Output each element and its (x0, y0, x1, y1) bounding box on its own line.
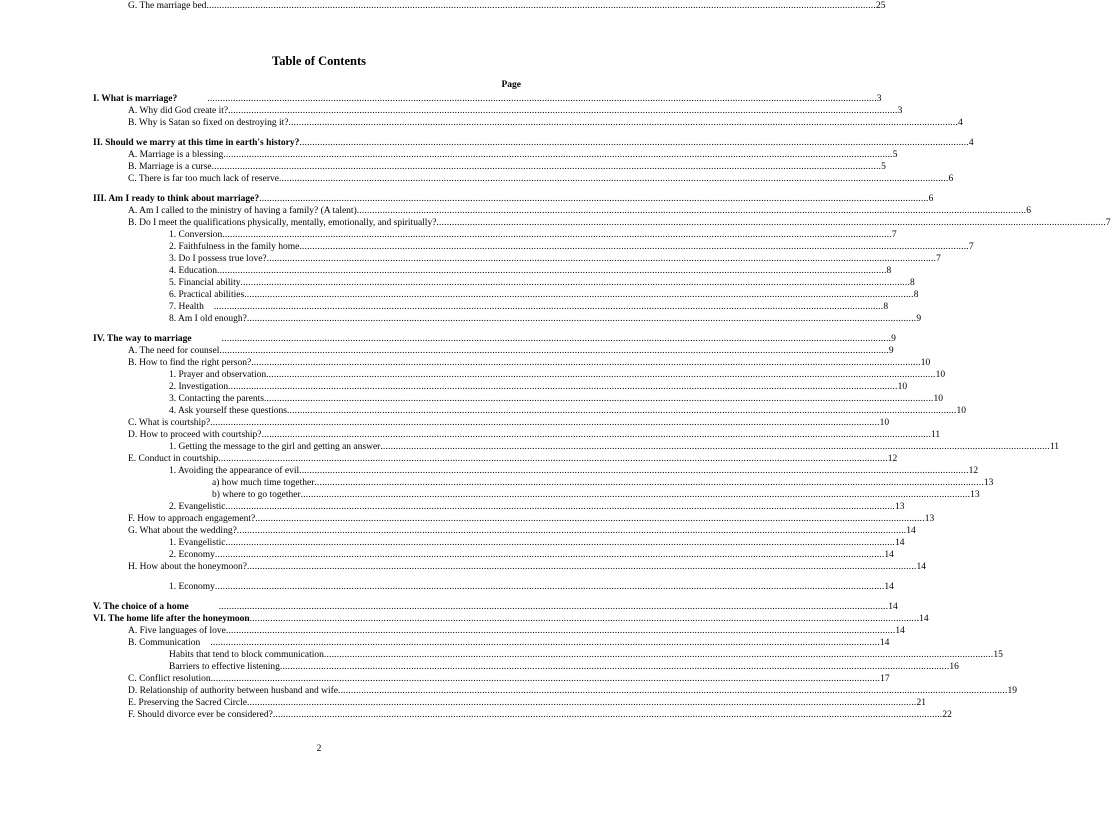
toc-entry (169, 253, 941, 265)
toc-section-entry (93, 93, 882, 105)
dot-leader: .................................................................................................................................................................................................................................................................... (225, 538, 895, 548)
dot-leader: .................................................................................................................................................................................................................................................................... (436, 218, 1106, 228)
toc-entry-page: 14 (888, 602, 898, 612)
toc-entry (128, 685, 1018, 697)
toc-entry-page: 11 (931, 430, 941, 440)
dot-leader: .................................................................................................................................................................................................................................................................... (236, 526, 907, 536)
dot-leader: .................................................................................................................................................................................................................................................................... (279, 662, 950, 672)
toc-entry-label: I. What is marriage? (93, 94, 178, 104)
toc-entry-label: A. Five languages of love (128, 626, 226, 636)
toc-entry-label: C. Conflict resolution (128, 674, 211, 684)
toc-entry-label: F. How to approach engagement? (128, 514, 256, 524)
toc-entry (169, 241, 974, 253)
toc-entry (169, 581, 894, 593)
toc-entry (169, 405, 966, 417)
toc-entry (128, 217, 1111, 229)
toc-entry-page: 11 (1049, 442, 1059, 452)
toc-entry-label: G. What about the wedding? (128, 526, 237, 536)
toc-entry-label: Barriers to effective listening (169, 662, 280, 672)
toc-entry (128, 453, 898, 465)
toc-entry (128, 0, 886, 12)
toc-entry-page: 14 (884, 582, 894, 592)
dot-leader: .................................................................................................................................................................................................................................................................... (247, 562, 917, 572)
toc-entry-page: 25 (875, 1, 886, 11)
dot-leader: .................................................................................................................................................................................................................................................................... (288, 118, 959, 128)
toc-entry (169, 393, 943, 405)
toc-entry-page: 3 (897, 106, 903, 116)
dot-leader: .................................................................................................................................................................................................................................................................... (272, 710, 943, 720)
toc-entry-page: 4 (968, 138, 974, 148)
dot-leader: .................................................................................................................................................................................................................................................................... (213, 302, 884, 312)
toc-entry-page: 8 (910, 278, 915, 288)
dot-leader: .................................................................................................................................................................................................................................................................... (356, 206, 1027, 216)
dot-leader: .................................................................................................................................................................................................................................................................... (244, 290, 914, 300)
toc-entry-label: 1. Economy (169, 582, 215, 592)
toc-entry-label: b) where to go together (212, 490, 301, 500)
toc-entry (128, 429, 941, 441)
toc-entry (169, 537, 905, 549)
toc-entry (128, 205, 1031, 217)
toc-entry (169, 465, 979, 477)
toc-entry-page: 6 (948, 174, 954, 184)
toc-entry-page: 5 (881, 162, 886, 172)
toc-section-entry (93, 333, 896, 345)
dot-leader: .................................................................................................................................................................................................................................................................... (207, 94, 877, 104)
toc-entry-label: 6. Practical abilities (169, 290, 245, 300)
toc-entry-page: 9 (888, 346, 894, 356)
toc-entry (128, 673, 890, 685)
toc-entry (169, 501, 905, 513)
toc-entry-page: 6 (928, 194, 934, 204)
toc-entry-label: E. Conduct in courtship (128, 454, 219, 464)
dot-leader: .................................................................................................................................................................................................................................................................... (314, 478, 984, 488)
toc-entry-page: 9 (916, 314, 922, 324)
toc-entry-page: 5 (892, 150, 898, 160)
toc-entry-page: 14 (884, 550, 894, 560)
toc-entry-page: 10 (956, 406, 966, 416)
toc-entry (128, 117, 963, 129)
dot-leader: .................................................................................................................................................................................................................................................................... (246, 314, 917, 324)
toc-entry-page: 14 (894, 538, 905, 548)
toc-entry-label: C. What is courtship? (128, 418, 211, 428)
toc-entry-label: D. Relationship of authority between husband and wife (128, 686, 339, 696)
dot-leader: .................................................................................................................................................................................................................................................................... (219, 346, 889, 356)
toc-entry-label: 7. Health (169, 302, 204, 312)
dot-leader: .................................................................................................................................................................................................................................................................... (266, 254, 937, 264)
toc-entry (169, 381, 908, 393)
toc-entry-label: 1. Evangelistic (169, 538, 226, 548)
dot-leader: .................................................................................................................................................................................................................................................................... (286, 406, 957, 416)
dot-leader: .................................................................................................................................................................................................................................................................... (214, 582, 885, 592)
toc-entry (128, 417, 890, 429)
toc-entry-label: 1. Getting the message to the girl and getting an answer (169, 442, 381, 452)
toc-entry (128, 345, 894, 357)
toc-entry-page: 10 (933, 394, 943, 404)
toc-entry-label: 3. Contacting the parents (169, 394, 264, 404)
toc-entry-page: 15 (993, 650, 1003, 660)
toc-entry-label: 1. Avoiding the appearance of evil (169, 466, 300, 476)
dot-leader: .................................................................................................................................................................................................................................................................... (214, 550, 885, 560)
toc-entry-page: 19 (1007, 686, 1018, 696)
dot-leader: .................................................................................................................................................................................................................................................................... (222, 230, 892, 240)
toc-entry-label: 5. Financial ability (169, 278, 241, 288)
toc-entry-label: A. Am I called to the ministry of having a family? (A talent) (128, 206, 357, 216)
footer-page-number: 2 (316, 744, 322, 754)
toc-entry (128, 161, 886, 173)
toc-section-entry (93, 137, 974, 149)
toc-entry-page: 13 (894, 502, 905, 512)
toc-entry (128, 173, 954, 185)
toc-entry (169, 661, 959, 673)
toc-entry-page: 10 (935, 370, 946, 380)
dot-leader: .................................................................................................................................................................................................................................................................... (218, 602, 889, 612)
toc-entry (169, 649, 1003, 661)
toc-entry (169, 549, 894, 561)
dot-leader: .................................................................................................................................................................................................................................................................... (223, 150, 893, 160)
toc-entry (169, 277, 915, 289)
toc-entry (169, 313, 922, 325)
dot-leader: .................................................................................................................................................................................................................................................................... (261, 430, 931, 440)
toc-entry-label: II. Should we marry at this time in earth's history? (93, 138, 300, 148)
toc-entry-page: 12 (887, 454, 898, 464)
toc-entry-page: 3 (876, 94, 882, 104)
toc-entry-page: 7 (968, 242, 974, 252)
dot-leader: .................................................................................................................................................................................................................................................................... (246, 698, 917, 708)
toc-entry-label: B. Marriage is a curse (128, 162, 212, 172)
toc-entry-label: 2. Investigation (169, 382, 229, 392)
toc-entry-label: a) how much time together (212, 478, 315, 488)
toc-entry (169, 369, 946, 381)
toc-entry-page: 8 (886, 266, 892, 276)
toc-entry-page: 7 (1105, 218, 1111, 228)
toc-entry-label: A. Why did God create it? (128, 106, 229, 116)
toc-entry-label: A. The need for counsel (128, 346, 220, 356)
toc-entry-page: 13 (924, 514, 935, 524)
toc-entry-page: 7 (936, 254, 941, 264)
toc-entry (212, 477, 994, 489)
toc-entry-label: 8. Am I old enough? (169, 314, 247, 324)
toc-entry-label: B. Do I meet the qualifications physically, mentally, emotionally, and spiritually? (128, 218, 437, 228)
toc-entry-label: A. Marriage is a blessing (128, 150, 224, 160)
toc-entry (128, 561, 926, 573)
toc-entry-page: 16 (949, 662, 959, 672)
dot-leader: .................................................................................................................................................................................................................................................................... (251, 358, 921, 368)
toc-entry-label: H. How about the honeymoon? (128, 562, 247, 572)
toc-entry-label: 2. Economy (169, 550, 215, 560)
dot-leader: .................................................................................................................................................................................................................................................................... (218, 454, 888, 464)
toc-entry-label: VI. The home life after the honeymoon (93, 614, 250, 624)
toc-entry-page: 10 (879, 418, 890, 428)
toc-entry-page: 12 (968, 466, 979, 476)
dot-leader: .................................................................................................................................................................................................................................................................... (225, 502, 895, 512)
toc-entry-label: 1. Prayer and observation (169, 370, 267, 380)
toc-entry-label: F. Should divorce ever be considered? (128, 710, 273, 720)
toc-entry-label: 1. Conversion (169, 230, 223, 240)
dot-leader: .................................................................................................................................................................................................................................................................... (255, 514, 925, 524)
toc-entry-page: 14 (919, 614, 929, 624)
toc-entry (128, 637, 890, 649)
toc-entry (128, 525, 916, 537)
dot-leader: .................................................................................................................................................................................................................................................................... (240, 278, 911, 288)
toc-entry-label: V. The choice of a home (93, 602, 189, 612)
dot-leader: .................................................................................................................................................................................................................................................................... (259, 194, 929, 204)
toc-entry-page: 14 (895, 626, 905, 636)
toc-entry (128, 697, 926, 709)
page-column-label: Page (501, 80, 521, 90)
dot-leader: .................................................................................................................................................................................................................................................................... (210, 674, 881, 684)
toc-entry-label: Habits that tend to block communication (169, 650, 324, 660)
dot-leader: .................................................................................................................................................................................................................................................................... (217, 266, 887, 276)
toc-entry-page: 9 (891, 334, 896, 344)
toc-entry (169, 301, 889, 313)
toc-section-entry (93, 193, 934, 205)
toc-entry-label: 4. Ask yourself these questions (169, 406, 287, 416)
toc-entry-label: B. How to find the right person? (128, 358, 252, 368)
toc-entry (128, 625, 905, 637)
toc-entry-page: 10 (897, 382, 908, 392)
dot-leader: .................................................................................................................................................................................................................................................................... (225, 626, 896, 636)
dot-leader: .................................................................................................................................................................................................................................................................... (228, 106, 898, 116)
toc-entry-page: 17 (880, 674, 890, 684)
toc-entry-label: G. The marriage bed (128, 1, 207, 11)
toc-entry (169, 289, 919, 301)
toc-entry-page: 8 (883, 302, 889, 312)
toc-entry (128, 513, 935, 525)
toc-entry-page: 21 (916, 698, 926, 708)
toc-entry-label: IV. The way to marriage (93, 334, 192, 344)
toc-entry (128, 149, 898, 161)
toc-entry (169, 265, 892, 277)
dot-leader: .................................................................................................................................................................................................................................................................... (210, 418, 880, 428)
dot-leader: .................................................................................................................................................................................................................................................................... (299, 138, 969, 148)
dot-leader: .................................................................................................................................................................................................................................................................... (380, 442, 1050, 452)
toc-entry-page: 14 (906, 526, 916, 536)
toc-entry-page: 8 (913, 290, 919, 300)
toc-entry-page: 22 (942, 710, 952, 720)
toc-section-entry (93, 601, 898, 613)
dot-leader: .................................................................................................................................................................................................................................................................... (338, 686, 1008, 696)
toc-entry-label: E. Preserving the Sacred Circle (128, 698, 247, 708)
toc-entry-page: 7 (891, 230, 897, 240)
toc-entry (128, 357, 931, 369)
toc-entry-label: 3. Do I possess true love? (169, 254, 267, 264)
toc-entry-page: 13 (970, 490, 980, 500)
dot-leader: .................................................................................................................................................................................................................................................................... (263, 394, 934, 404)
toc-entry-label: B. Communication (128, 638, 201, 648)
dot-leader: .................................................................................................................................................................................................................................................................... (221, 334, 892, 344)
toc-entry-page: 14 (879, 638, 890, 648)
dot-leader: .................................................................................................................................................................................................................................................................... (300, 490, 971, 500)
dot-leader: .................................................................................................................................................................................................................................................................... (249, 614, 920, 624)
toc-entry (169, 441, 1059, 453)
dot-leader: .................................................................................................................................................................................................................................................................... (211, 162, 882, 172)
dot-leader: .................................................................................................................................................................................................................................................................... (210, 638, 880, 648)
toc-entry-label: D. How to proceed with courtship? (128, 430, 262, 440)
toc-entry-page: 4 (958, 118, 963, 128)
dot-leader: .................................................................................................................................................................................................................................................................... (299, 242, 969, 252)
toc-entry-page: 13 (983, 478, 994, 488)
dot-leader: .................................................................................................................................................................................................................................................................... (266, 370, 936, 380)
toc-entry-page: 14 (916, 562, 926, 572)
toc-entry (169, 229, 897, 241)
toc-entry (128, 105, 903, 117)
toc-entry (212, 489, 980, 501)
toc-entry-label: 4. Education (169, 266, 218, 276)
page-title: Table of Contents (272, 54, 366, 68)
dot-leader: .................................................................................................................................................................................................................................................................... (323, 650, 994, 660)
toc-section-entry (93, 613, 929, 625)
toc-entry-label: 2. Evangelistic (169, 502, 226, 512)
toc-entry-label: B. Why is Satan so fixed on destroying it? (128, 118, 289, 128)
toc-entry-label: C. There is far too much lack of reserve (128, 174, 279, 184)
dot-leader: .................................................................................................................................................................................................................................................................... (299, 466, 969, 476)
toc-entry (128, 709, 952, 721)
dot-leader: .................................................................................................................................................................................................................................................................... (228, 382, 898, 392)
dot-leader: .................................................................................................................................................................................................................................................................... (278, 174, 949, 184)
toc-entry-label: 2. Faithfulness in the family home (169, 242, 300, 252)
toc-entry-label: III. Am I ready to think about marriage? (93, 194, 260, 204)
toc-entry-page: 6 (1026, 206, 1031, 216)
toc-entry-page: 10 (920, 358, 931, 368)
dot-leader: .................................................................................................................................................................................................................................................................... (206, 1, 876, 11)
